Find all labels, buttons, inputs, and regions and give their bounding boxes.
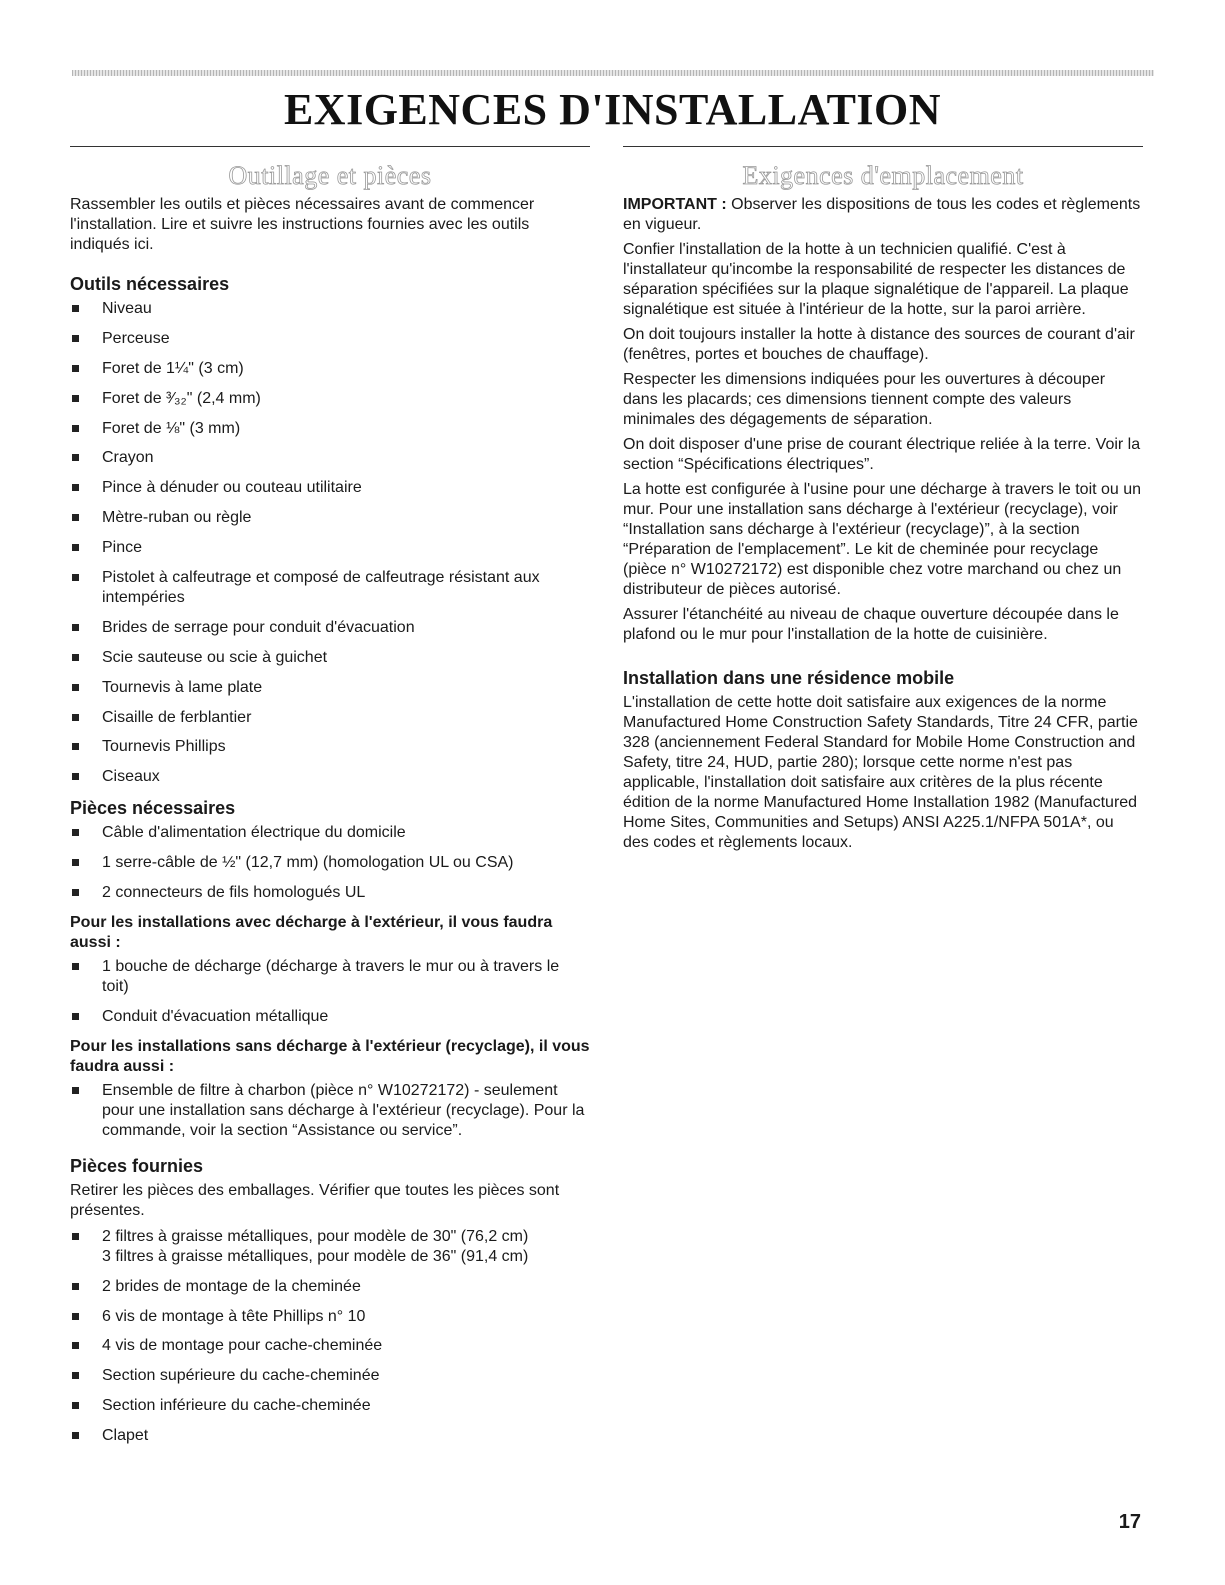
list-item: Clapet	[70, 1426, 590, 1446]
mobile-home-text: L'installation de cette hotte doit satisfaire aux exigences de la norme Manufactured Home Construction Safety Standards, Titre 24 CFR, partie 328 (anciennement Federal Standard for Mobile Home Construction and Safety, titre 24, HUD, partie 280); lorsque cette norme n'est pas applicable, l'installation doit satisfaire aux critères de la plus récente édition de la norme Manufactured Home Installation 1982 (Manufactured Home Sites, Communities and Setups) ANSI A225.1/NFPA 501A*, ou des codes et règlements locaux.	[623, 694, 1138, 851]
page-number: 17	[1118, 1511, 1141, 1533]
list-item: Pistolet à calfeutrage et composé de calfeutrage résistant aux intempéries	[70, 568, 590, 608]
list-item: Foret de ³⁄₃₂" (2,4 mm)	[70, 389, 590, 409]
paragraph: On doit disposer d'une prise de courant électrique reliée à la terre. Voir la section “Spécifications électriques”.	[623, 436, 1141, 473]
paragraph: On doit toujours installer la hotte à distance des sources de courant d'air (fenêtres, portes et bouches de chauffage).	[623, 326, 1135, 363]
list-item: Conduit d'évacuation métallique	[70, 1007, 590, 1027]
list-item: Tournevis à lame plate	[70, 678, 590, 698]
important-label: IMPORTANT :	[623, 196, 727, 213]
paragraph: Respecter les dimensions indiquées pour les ouvertures à découper dans les placards; ces dimensions tiennent compte des valeurs minimales des dégagements de séparation.	[623, 371, 1106, 428]
list-item: Niveau	[70, 299, 590, 319]
list-item: 2 connecteurs de fils homologués UL	[70, 883, 590, 903]
paragraph: La hotte est configurée à l'usine pour une décharge à travers le toit ou un mur. Pour une installation sans décharge à l'extérieur (recyclage), voir “Installation sans décharge à l'extérieur (recyclage)”, à la section “Préparation de l'emplacement”. Le kit de cheminée pour recyclage (pièce n° W10272172) est disponible chez votre marchand ou chez un distributeur de pièces autorisé.	[623, 481, 1142, 598]
list-item: Foret de ⅛" (3 mm)	[70, 419, 590, 439]
list-item: Câble d'alimentation électrique du domicile	[70, 823, 590, 843]
parts-heading: Pièces nécessaires	[70, 798, 236, 819]
parts-list	[70, 823, 590, 903]
supplied-list	[70, 1227, 590, 1446]
list-item: 6 vis de montage à tête Phillips n° 10	[70, 1307, 590, 1327]
top-rule	[72, 70, 1154, 76]
list-item: Section supérieure du cache-cheminée	[70, 1366, 590, 1386]
list-item: Ciseaux	[70, 767, 590, 787]
list-item: Tournevis Phillips	[70, 737, 590, 757]
paragraph: Confier l'installation de la hotte à un technicien qualifié. C'est à l'installateur qu'incombe la responsabilité de respecter les distances de séparation spécifiées sur la plaque signalétique de l'appareil. La plaque signalétique est située à l'intérieur de la hotte, sur la paroi arrière.	[623, 241, 1129, 318]
list-item	[70, 1227, 590, 1267]
list-item: Pince	[70, 538, 590, 558]
supplied-intro: Retirer les pièces des emballages. Vérifier que toutes les pièces sont présentes.	[70, 1181, 560, 1219]
list-item: 1 bouche de décharge (décharge à travers le mur ou à travers le toit)	[70, 957, 590, 997]
filter-30-line: 2 filtres à graisse métalliques, pour modèle de 30" (76,2 cm)	[102, 1227, 529, 1245]
nonvented-list	[70, 1081, 590, 1141]
vented-list	[70, 957, 590, 1027]
important-text: Observer les dispositions de tous les codes et règlements en vigueur.	[623, 196, 1141, 233]
list-item: Perceuse	[70, 329, 590, 349]
list-item: Foret de 1¼" (3 cm)	[70, 359, 590, 379]
list-item: Cisaille de ferblantier	[70, 708, 590, 728]
section-title-tools-parts: Outillage et pièces	[70, 146, 590, 189]
list-item: Ensemble de filtre à charbon (pièce n° W10272172) - seulement pour une installation sans décharge à l'extérieur (recyclage). Pour la commande, voir la section “Assistance ou service”.	[70, 1081, 590, 1141]
list-item: 2 brides de montage de la cheminée	[70, 1277, 590, 1297]
list-item: Pince à dénuder ou couteau utilitaire	[70, 478, 590, 498]
list-item: Scie sauteuse ou scie à guichet	[70, 648, 590, 668]
paragraph: Assurer l'étanchéité au niveau de chaque ouverture découpée dans le plafond ou le mur pour l'installation de la hotte de cuisinière.	[623, 606, 1119, 643]
left-column	[70, 146, 590, 1456]
list-item: Section inférieure du cache-cheminée	[70, 1396, 590, 1416]
tools-list	[70, 299, 590, 787]
list-item: Brides de serrage pour conduit d'évacuation	[70, 618, 590, 638]
mobile-home-heading: Installation dans une résidence mobile	[623, 668, 955, 688]
right-column	[623, 146, 1143, 853]
filter-36-line: 3 filtres à graisse métalliques, pour modèle de 36" (91,4 cm)	[102, 1247, 529, 1265]
tools-intro: Rassembler les outils et pièces nécessaires avant de commencer l'installation. Lire et suivre les instructions fournies avec les outils indiqués ici.	[70, 196, 535, 253]
list-item: 1 serre-câble de ½" (12,7 mm) (homologation UL ou CSA)	[70, 853, 590, 873]
list-item: Mètre-ruban ou règle	[70, 508, 590, 528]
section-title-location: Exigences d'emplacement	[623, 146, 1143, 189]
list-item: Crayon	[70, 448, 590, 468]
tools-heading: Outils nécessaires	[70, 274, 230, 294]
important-note	[623, 195, 1143, 235]
list-item: 4 vis de montage pour cache-cheminée	[70, 1336, 590, 1356]
supplied-heading: Pièces fournies	[70, 1155, 204, 1176]
vented-heading: Pour les installations avec décharge à l'extérieur, il vous faudra aussi :	[70, 914, 553, 952]
page-title: EXIGENCES D'INSTALLATION	[283, 85, 942, 134]
nonvented-heading: Pour les installations sans décharge à l'extérieur (recyclage), il vous faudra aussi :	[70, 1037, 590, 1075]
